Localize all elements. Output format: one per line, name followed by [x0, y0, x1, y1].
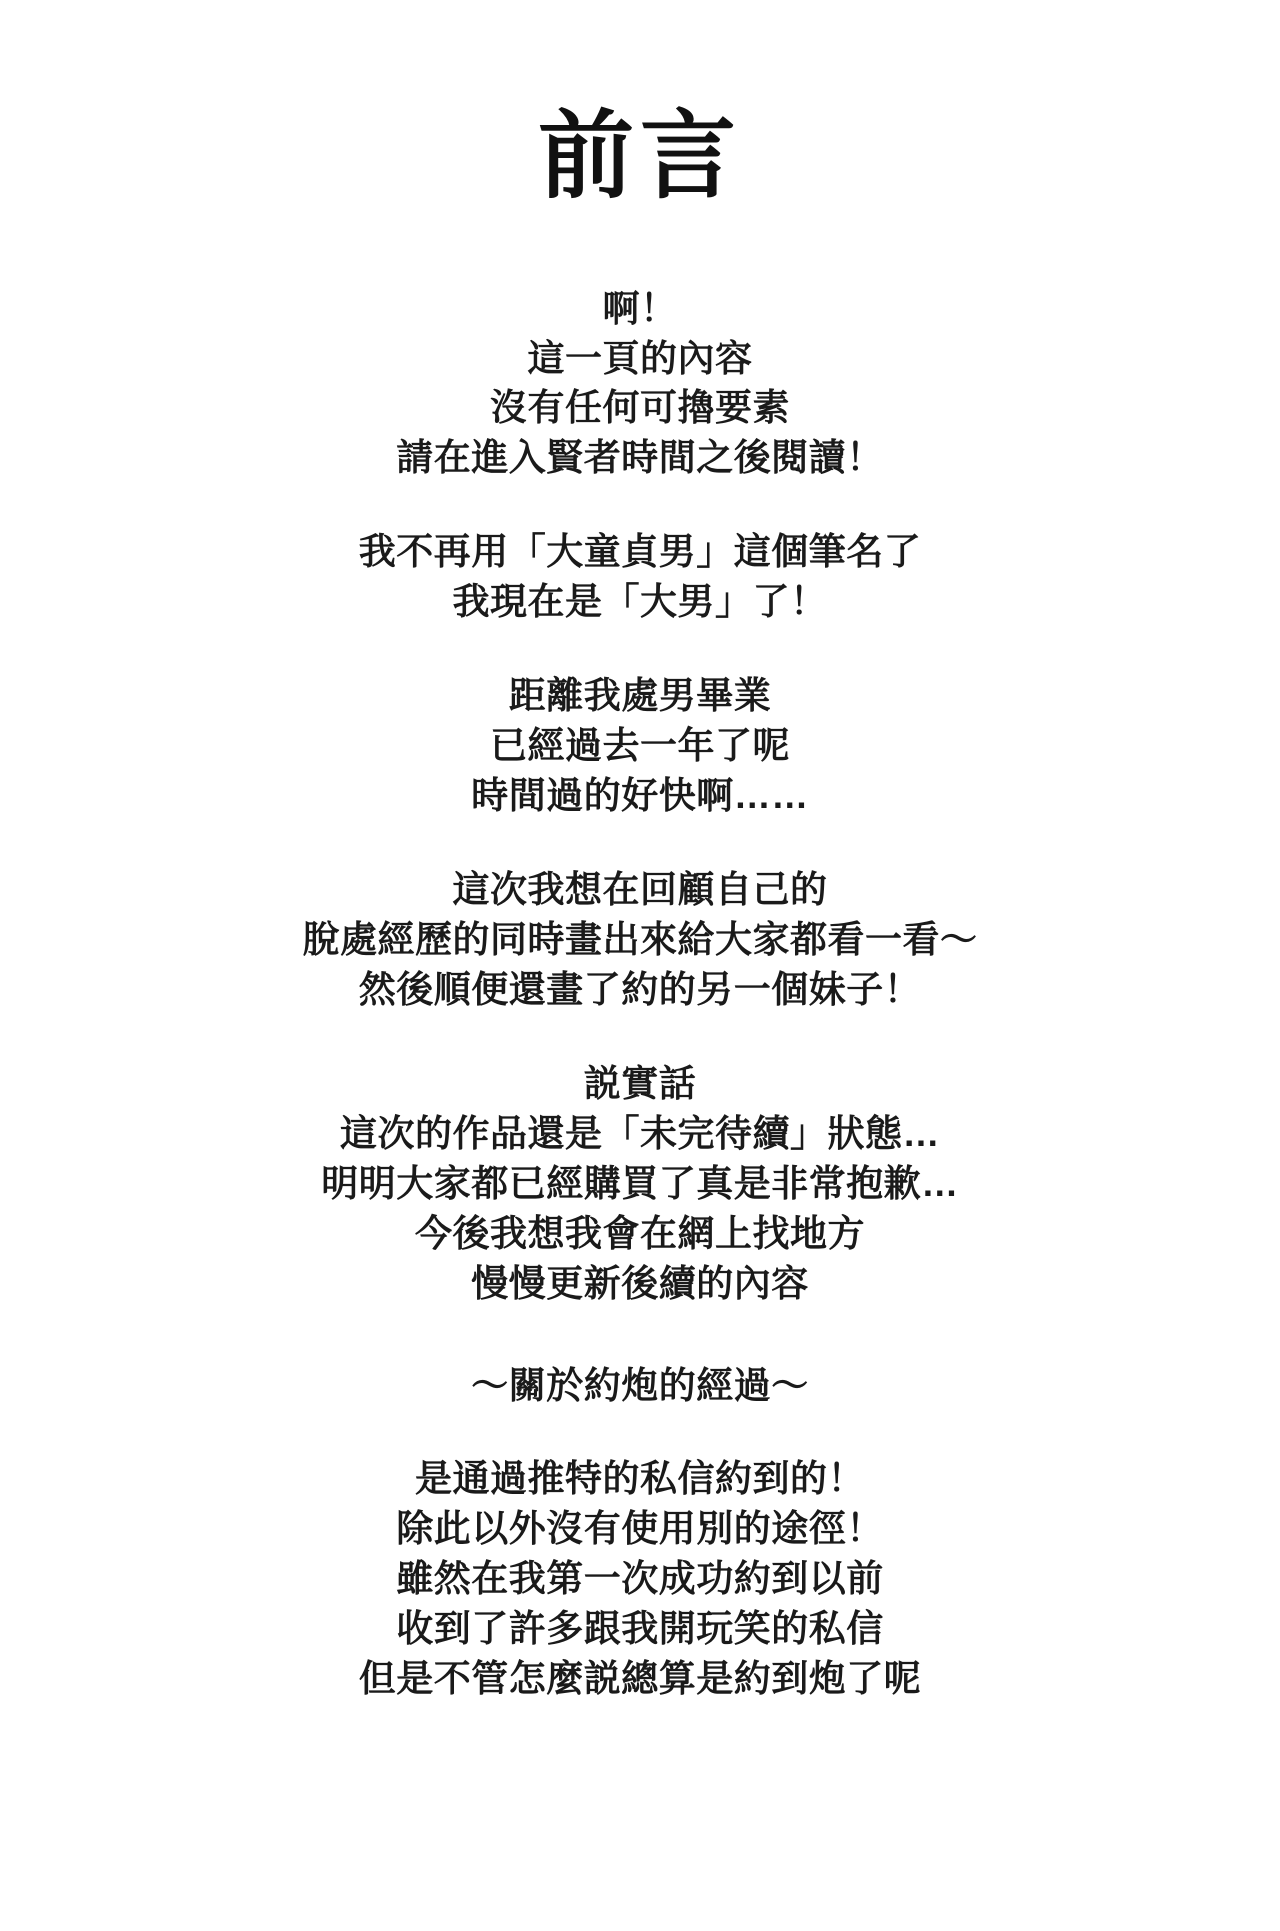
text-line: 脫處經歷的同時畫出來給大家都看一看～ [302, 918, 978, 960]
text-line: 説實話 [583, 1062, 697, 1104]
text-line: 收到了許多跟我開玩笑的私信 [396, 1608, 884, 1650]
paragraph-honest-talk [321, 1059, 959, 1309]
text-line: 是通過推特的私信約到的！ [415, 1458, 865, 1500]
text-line: 這一頁的內容 [527, 337, 753, 379]
text-line: 已經過去一年了呢 [490, 725, 790, 767]
text-line: 距離我處男畢業 [508, 675, 772, 717]
text-line: 明明大家都已經購買了真是非常抱歉… [321, 1162, 959, 1204]
paragraph-anniversary [471, 671, 809, 821]
document-body [0, 284, 1280, 1705]
paragraph-this-work [303, 865, 978, 1015]
text-line: 雖然在我第一次成功約到以前 [396, 1558, 884, 1600]
paragraph-section-heading [471, 1361, 809, 1411]
text-line: 請在進入賢者時間之後閱讀！ [396, 437, 884, 479]
text-line: 除此以外沒有使用別的途徑！ [396, 1508, 884, 1550]
text-line: 然後順便還畫了約的另一個妹子！ [358, 968, 922, 1010]
text-line: 但是不管怎麼説總算是約到炮了呢 [358, 1658, 922, 1700]
document-page [0, 104, 1280, 1931]
text-line: 慢慢更新後續的內容 [471, 1262, 809, 1304]
text-line: 我不再用「大童貞男」這個筆名了 [358, 531, 922, 573]
text-line: 這次我想在回顧自己的 [452, 869, 828, 911]
paragraph-intro-warning [396, 284, 884, 484]
page-title: 前言 [538, 103, 742, 210]
text-line: 啊！ [602, 287, 678, 329]
text-line: 今後我想我會在網上找地方 [415, 1212, 865, 1254]
text-line: 沒有任何可擼要素 [490, 387, 790, 429]
paragraph-hookup-story [359, 1454, 922, 1704]
text-line: ～關於約炮的經過～ [471, 1364, 809, 1406]
text-line: 這次的作品還是「未完待續」狀態… [340, 1112, 940, 1154]
text-line: 我現在是「大男」了！ [452, 581, 828, 623]
paragraph-pen-name [359, 527, 922, 627]
text-line: 時間過的好快啊…… [471, 775, 809, 817]
